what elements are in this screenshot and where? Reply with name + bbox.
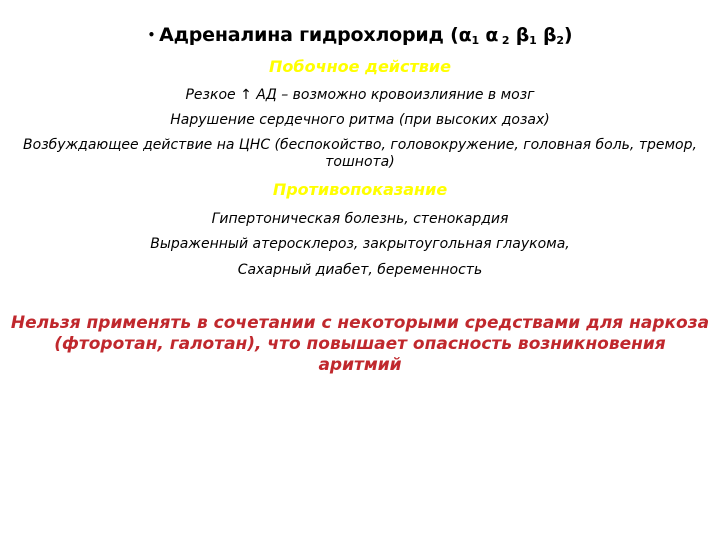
beta-2-sub: 2 bbox=[556, 34, 564, 47]
side-effect-item: Нарушение сердечного ритма (при высоких дозах) bbox=[170, 112, 550, 128]
alpha-2: α bbox=[478, 24, 499, 46]
side-effects-heading: Побочное действие bbox=[269, 57, 451, 76]
slide-title bbox=[0, 24, 720, 47]
alpha-1-sub: 1 bbox=[471, 34, 479, 47]
contraindication-item: Гипертоническая болезнь, стенокардия bbox=[211, 211, 509, 227]
title-text: Адреналина гидрохлорид ( bbox=[159, 24, 459, 46]
title-bullet: • bbox=[147, 28, 156, 42]
alpha-1: α bbox=[458, 24, 472, 46]
contraindication-item: Сахарный диабет, беременность bbox=[237, 262, 483, 278]
warning-text: Нельзя применять в сочетании с некоторыми средствами для наркоза (фторотан, галотан), что повышает опасность возникновения аритмий bbox=[10, 313, 710, 375]
contraindications-heading: Противопоказание bbox=[272, 180, 448, 199]
beta-1: β bbox=[509, 24, 530, 46]
contraindication-item: Выраженный атеросклероз, закрытоугольная глаукома, bbox=[150, 236, 570, 252]
side-effect-item: Возбуждающее действие на ЦНС (беспокойство, головокружение, головная боль, тремор, тошнота) bbox=[23, 137, 697, 170]
beta-1-sub: 1 bbox=[529, 34, 537, 47]
beta-2: β bbox=[536, 24, 557, 46]
title-close: ) bbox=[563, 24, 573, 46]
side-effect-item: Резкое ↑ АД – возможно кровоизлияние в мозг bbox=[185, 87, 535, 103]
alpha-2-sub: 2 bbox=[498, 34, 510, 47]
